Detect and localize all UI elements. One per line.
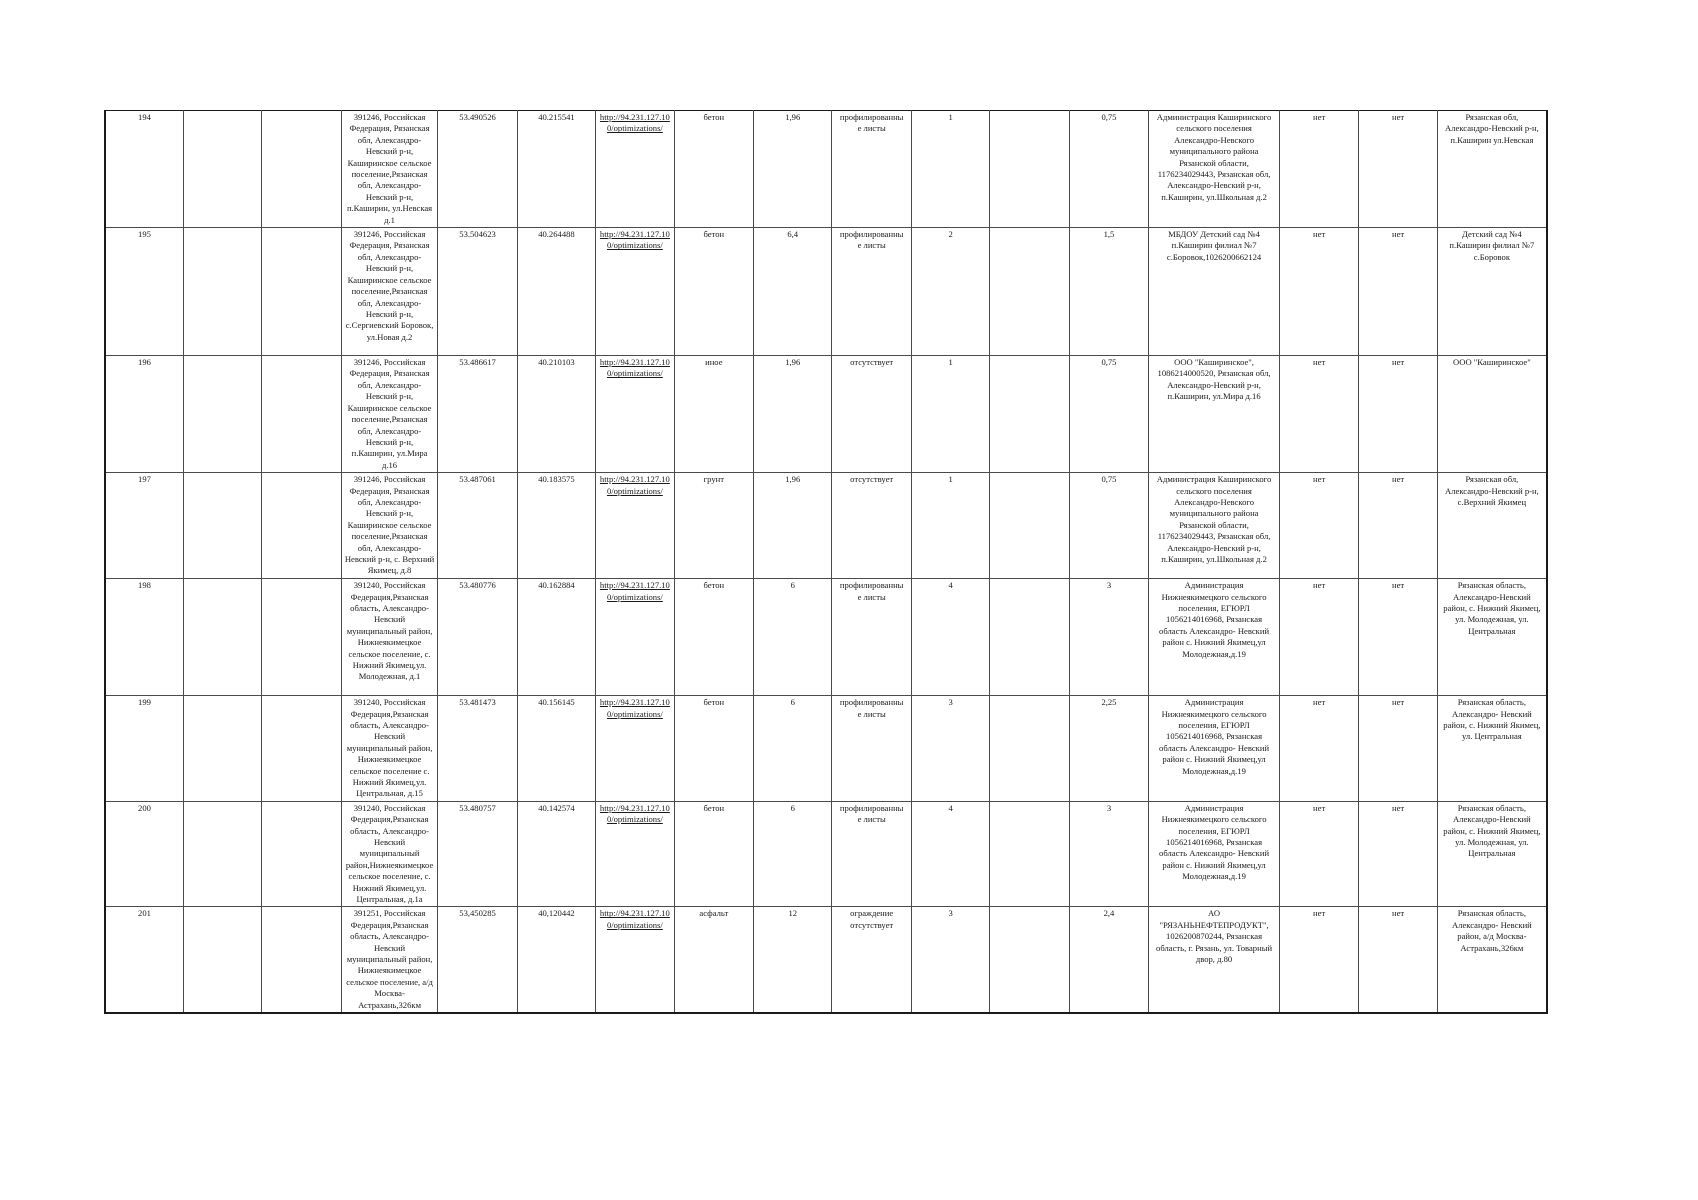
empty-cell (990, 228, 1069, 356)
flag-cell: нет (1359, 228, 1437, 356)
row-number-cell: 196 (105, 356, 183, 473)
row-number-cell: 198 (105, 579, 183, 696)
map-link[interactable]: http://94.231.127.10 0/optimizations/ (599, 802, 670, 825)
latitude-cell: 53.504623 (438, 228, 517, 356)
empty-cell (990, 111, 1069, 228)
address-cell: 391246, Российская Федерация, Рязанская обл, Александро- Невский р-н, Каширинское сельское поселение,Рязанская обл, Александро- Невский р-н, п.Каширин, ул.Мира д.16 (341, 356, 438, 473)
owner-cell: Администрация Каширинского сельского поселения Александро-Невского муниципального района Рязанской области, 1176234029443, Рязанская обл, Александро-Невский р-н, п.Каширин, ул.Школьная д.2 (1149, 111, 1280, 228)
containers-count-cell: 4 (911, 801, 989, 907)
waste-source-cell: Рязанская область, Александро- Невский район, а/д Москва- Астрахань,326км (1437, 907, 1547, 1013)
row-number-cell: 200 (105, 801, 183, 907)
latitude-cell: 53.480757 (438, 801, 517, 907)
table-row (105, 696, 1547, 802)
volume-cell: 3 (1069, 579, 1148, 696)
area-cell: 1,96 (754, 473, 832, 579)
volume-cell: 3 (1069, 801, 1148, 907)
empty-cell (183, 696, 261, 802)
address-cell: 391240, Российская Федерация,Рязанская область, Александро- Невский муниципальный район, Нижнеякимецкое сельское поселение, с. Нижний Якимец,ул. Молодежная, д.1 (341, 579, 438, 696)
empty-cell (183, 473, 261, 579)
fence-cell: профилированны е листы (832, 696, 911, 802)
empty-cell (990, 696, 1069, 802)
table-row (105, 356, 1547, 473)
containers-count-cell: 1 (911, 111, 989, 228)
empty-cell (183, 356, 261, 473)
volume-cell: 0,75 (1069, 473, 1148, 579)
map-link-cell (596, 696, 674, 802)
address-cell: 391240, Российская Федерация,Рязанская область, Александро- Невский муниципальный район,Нижнеякимецкое сельское поселение, с. Нижний Якимец,ул. Центральная, д.1а (341, 801, 438, 907)
waste-source-cell: Рязанская область, Александро-Невский район, с. Нижний Якимец, ул. Молодежная, ул. Центральная (1437, 801, 1547, 907)
latitude-cell: 53.481473 (438, 696, 517, 802)
empty-cell (183, 579, 261, 696)
waste-source-cell: ООО "Каширинское" (1437, 356, 1547, 473)
map-link[interactable]: http://94.231.127.10 0/optimizations/ (599, 112, 670, 134)
area-cell: 6 (754, 579, 832, 696)
address-cell: 391246, Российская Федерация, Рязанская обл, Александро- Невский р-н, Каширинское сельское поселение,Рязанская обл, Александро- Невский р-н, с. Верхний Якимец, д.8 (341, 473, 438, 579)
map-link-cell (596, 356, 674, 473)
flag-cell: нет (1279, 907, 1358, 1013)
row-number-cell: 195 (105, 228, 183, 356)
flag-cell: нет (1279, 696, 1358, 802)
map-link[interactable]: http://94.231.127.10 0/optimizations/ (599, 580, 670, 602)
map-link-cell (596, 907, 674, 1013)
flag-cell: нет (1279, 473, 1358, 579)
longitude-cell: 40.183575 (517, 473, 595, 579)
volume-cell: 2,4 (1069, 907, 1148, 1013)
empty-cell (183, 801, 261, 907)
volume-cell: 0,75 (1069, 111, 1148, 228)
latitude-cell: 53,450285 (438, 907, 517, 1013)
longitude-cell: 40.162884 (517, 579, 595, 696)
area-cell: 12 (754, 907, 832, 1013)
containers-count-cell: 1 (911, 473, 989, 579)
empty-cell (990, 579, 1069, 696)
container-sites-table (104, 110, 1548, 1014)
latitude-cell: 53.490526 (438, 111, 517, 228)
empty-cell (262, 801, 341, 907)
empty-cell (262, 907, 341, 1013)
longitude-cell: 40.264488 (517, 228, 595, 356)
fence-cell: отсутствует (832, 356, 911, 473)
map-link[interactable]: http://94.231.127.10 0/optimizations/ (599, 357, 670, 379)
containers-count-cell: 3 (911, 696, 989, 802)
owner-cell: ООО "Каширинское", 1086214000520, Рязанская обл, Александро-Невский р-н, п.Каширин, ул.Мира д.16 (1149, 356, 1280, 473)
table-row (105, 579, 1547, 696)
empty-cell (262, 696, 341, 802)
longitude-cell: 40.156145 (517, 696, 595, 802)
surface-cell: бетон (674, 111, 753, 228)
area-cell: 6 (754, 696, 832, 802)
waste-source-cell: Рязанская область, Александро-Невский район, с. Нижний Якимец, ул. Молодежная, ул. Центральная (1437, 579, 1547, 696)
empty-cell (262, 228, 341, 356)
empty-cell (990, 356, 1069, 473)
empty-cell (990, 473, 1069, 579)
empty-cell (990, 801, 1069, 907)
flag-cell: нет (1359, 801, 1437, 907)
row-number-cell: 197 (105, 473, 183, 579)
empty-cell (262, 473, 341, 579)
owner-cell: Администрация Нижнеякимецкого сельского поселения, ЕГЮРЛ 1056214016968, Рязанская область Александро- Невский район с. Нижний Якимец,ул Молодежная,д.19 (1149, 696, 1280, 802)
surface-cell: иное (674, 356, 753, 473)
table-row (105, 228, 1547, 356)
flag-cell: нет (1279, 579, 1358, 696)
table-body (105, 111, 1547, 1014)
owner-cell: Администрация Каширинского сельского поселения Александро-Невского муниципального района Рязанской области, 1176234029443, Рязанская обл, Александро-Невский р-н, п.Каширин, ул.Школьная д.2 (1149, 473, 1280, 579)
flag-cell: нет (1359, 356, 1437, 473)
containers-count-cell: 1 (911, 356, 989, 473)
owner-cell: АО "РЯЗАНЬНЕФТЕПРОДУКТ", 1026200870244, Рязанская область, г. Рязань, ул. Товарный двор, д.80 (1149, 907, 1280, 1013)
area-cell: 1,96 (754, 111, 832, 228)
empty-cell (183, 907, 261, 1013)
fence-cell: профилированны е листы (832, 228, 911, 356)
owner-cell: Администрация Нижнеякимецкого сельского поселения, ЕГЮРЛ 1056214016968, Рязанская область Александро- Невский район с. Нижний Якимец,ул Молодежная,д.19 (1149, 579, 1280, 696)
waste-source-cell: Рязанская обл, Александро-Невский р-н, п.Каширин ул.Невская (1437, 111, 1547, 228)
flag-cell: нет (1359, 579, 1437, 696)
owner-cell: Администрация Нижнеякимецкого сельского поселения, ЕГЮРЛ 1056214016968, Рязанская область Александро- Невский район с. Нижний Якимец,ул Молодежная,д.19 (1149, 801, 1280, 907)
fence-cell: отсутствует (832, 473, 911, 579)
row-number-cell: 194 (105, 111, 183, 228)
flag-cell: нет (1279, 228, 1358, 356)
flag-cell: нет (1279, 356, 1358, 473)
area-cell: 1,96 (754, 356, 832, 473)
map-link-cell (596, 228, 674, 356)
address-cell: 391251, Российская Федерация,Рязанская область, Александро- Невский муниципальный район, Нижнеякимецкое сельское поселение, а/д Москва- Астрахань,326км (341, 907, 438, 1013)
latitude-cell: 53.487061 (438, 473, 517, 579)
surface-cell: асфальт (674, 907, 753, 1013)
table-row (105, 801, 1547, 907)
empty-cell (183, 228, 261, 356)
table-row (105, 473, 1547, 579)
fence-cell: ограждение отсутствует (832, 907, 911, 1013)
map-link-cell (596, 579, 674, 696)
empty-cell (183, 111, 261, 228)
map-link[interactable]: http://94.231.127.10 0/optimizations/ (599, 229, 670, 251)
volume-cell: 0,75 (1069, 356, 1148, 473)
row-number-cell: 201 (105, 907, 183, 1013)
volume-cell: 2,25 (1069, 696, 1148, 802)
row-number-cell: 199 (105, 696, 183, 802)
map-link[interactable]: http://94.231.127.10 0/optimizations/ (599, 697, 670, 719)
map-link-cell (596, 473, 674, 579)
waste-source-cell: Рязанская обл, Александро-Невский р-н, с.Верхний Якимец (1437, 473, 1547, 579)
longitude-cell: 40.142574 (517, 801, 595, 907)
table-row (105, 907, 1547, 1013)
longitude-cell: 40,120442 (517, 907, 595, 1013)
address-cell: 391246, Российская Федерация, Рязанская обл, Александро- Невский р-н, Каширинское сельское поселение,Рязанская обл, Александро- Невский р-н, с.Сергиевский Боровок, ул.Новая д.2 (341, 228, 438, 356)
latitude-cell: 53.486617 (438, 356, 517, 473)
register-sheet (104, 110, 1548, 1014)
flag-cell: нет (1359, 696, 1437, 802)
surface-cell: бетон (674, 228, 753, 356)
surface-cell: грунт (674, 473, 753, 579)
fence-cell: профилированны е листы (832, 111, 911, 228)
map-link[interactable]: http://94.231.127.10 0/optimizations/ (599, 908, 670, 930)
flag-cell: нет (1359, 111, 1437, 228)
surface-cell: бетон (674, 801, 753, 907)
table-row (105, 111, 1547, 228)
longitude-cell: 40.215541 (517, 111, 595, 228)
fence-cell: профилированны е листы (832, 801, 911, 907)
area-cell: 6 (754, 801, 832, 907)
surface-cell: бетон (674, 579, 753, 696)
flag-cell: нет (1279, 801, 1358, 907)
map-link-cell (596, 111, 674, 228)
containers-count-cell: 4 (911, 579, 989, 696)
flag-cell: нет (1279, 111, 1358, 228)
latitude-cell: 53.480776 (438, 579, 517, 696)
flag-cell: нет (1359, 473, 1437, 579)
area-cell: 6,4 (754, 228, 832, 356)
fence-cell: профилированны е листы (832, 579, 911, 696)
flag-cell: нет (1359, 907, 1437, 1013)
empty-cell (262, 356, 341, 473)
waste-source-cell: Детский сад №4 п.Каширин филиал №7 с.Боровок (1437, 228, 1547, 356)
address-cell: 391240, Российская Федерация,Рязанская область, Александро- Невский муниципальный район, Нижнеякимецкое сельское поселение с. Нижний Якимец,ул. Центральная, д.15 (341, 696, 438, 802)
waste-source-cell: Рязанская область, Александро- Невский район, с. Нижний Якимец, ул. Центральная (1437, 696, 1547, 802)
map-link[interactable]: http://94.231.127.10 0/optimizations/ (599, 474, 670, 496)
owner-cell: МБДОУ Детский сад №4 п.Каширин филиал №7 с.Боровок,1026200662124 (1149, 228, 1280, 356)
empty-cell (990, 907, 1069, 1013)
surface-cell: бетон (674, 696, 753, 802)
longitude-cell: 40.210103 (517, 356, 595, 473)
address-cell: 391246, Российская Федерация, Рязанская обл, Александро- Невский р-н, Каширинское сельское поселение,Рязанская обл, Александро- Невский р-н, п.Каширин, ул.Невская д.1 (341, 111, 438, 228)
volume-cell: 1,5 (1069, 228, 1148, 356)
containers-count-cell: 3 (911, 907, 989, 1013)
empty-cell (262, 579, 341, 696)
containers-count-cell: 2 (911, 228, 989, 356)
empty-cell (262, 111, 341, 228)
map-link-cell (596, 801, 674, 907)
